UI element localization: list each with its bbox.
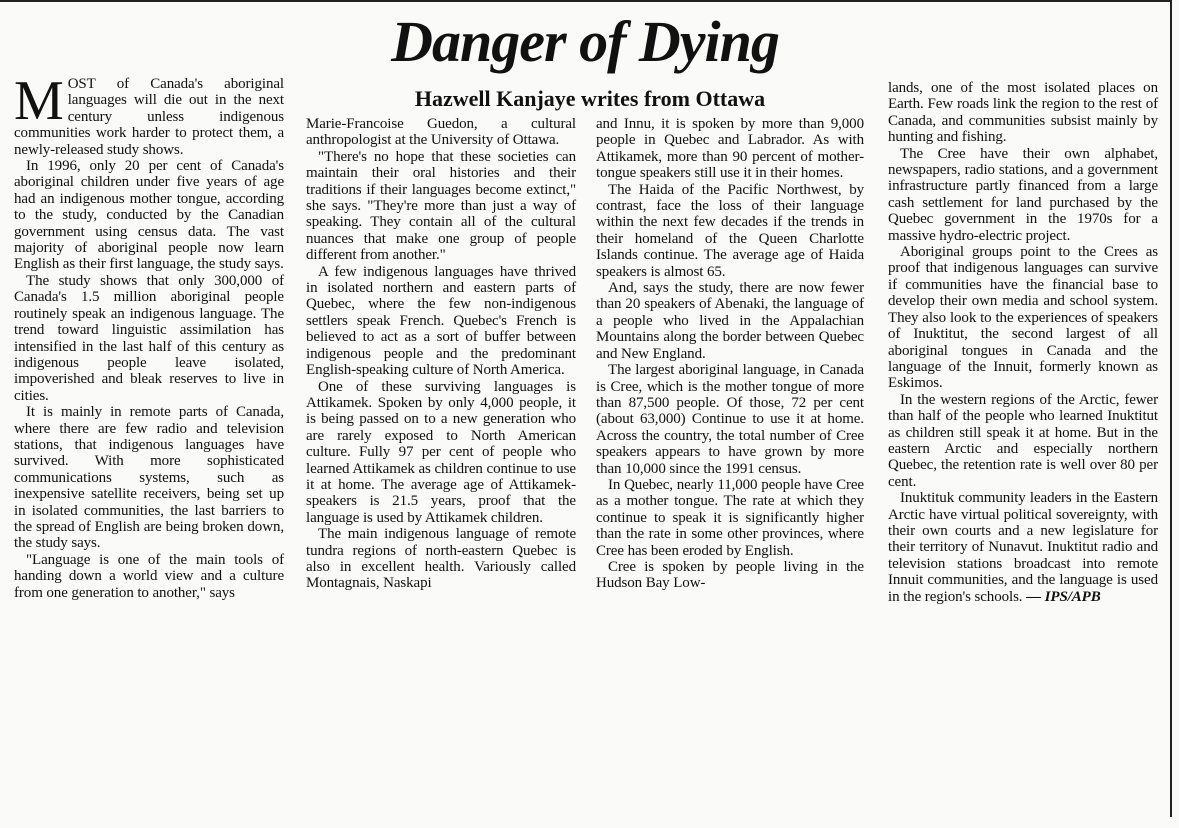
paragraph [14,70,284,158]
paragraph: One of these surviving languages is Attikamek. Spoken by only 4,000 people, it is being passed on to a new generation who are rarely exposed to North American culture. Fully 97 per cent of people who learned Attikamek as children continue to use it at home. The average age of Attikamek-speakers is 21.5 years, proof that the language is used by Attikamek children. [306,378,576,526]
paragraph: Cree is spoken by people living in the Hudson Bay Low- [596,558,864,592]
paragraph: The study shows that only 300,000 of Canada's 1.5 million aboriginal people routinely speak an indigenous language. The trend toward linguistic assimilation has intensified in the last half of this century as indigenous people leave isolated, impoverished and bleak reserves to live in cities. [14,272,284,404]
paragraph: Marie-Francoise Guedon, a cultural anthropologist at the University of Ottawa. [306,116,576,149]
paragraph: In 1996, only 20 per cent of Canada's aboriginal children under five years of age had an indigenous mother tongue, according to the study, conducted by the Canadian government using census data. The vast majority of aboriginal people now learn English as their first language, the study says. [14,158,284,273]
paragraph: The main indigenous language of remote tundra regions of north-eastern Quebec is also in excellent health. Variously called Montagnais, Naskapi [306,526,576,592]
paragraph: The largest aboriginal language, in Canada is Cree, which is the mother tongue of more than 87,500 people. Of those, 72 per cent (about 63,000) Continue to use it at home. Across the country, the total number of Cree speakers appears to have grown by more than 10,000 since the 1991 census. [596,362,864,477]
paragraph: Aboriginal groups point to the Crees as proof that indigenous languages can survive if communities have the financial base to develop their own media and school system. They also look to the experiences of speakers of Inuktitut, the second largest of all aboriginal tongues in Canada and the language of the Innuit, formerly known as Eskimos. [888,244,1158,392]
article-column-4 [888,80,1158,605]
paragraph: and Innu, it is spoken by more than 9,000 people in Quebec and Labrador. As with Attikamek, more than 90 percent of mother-tongue speakers still use it in their homes. [596,116,864,182]
paragraph: A few indigenous languages have thrived in isolated northern and eastern parts of Quebec, where the few non-indigenous settlers speak French. Quebec's French is believed to act as a sort of buffer between indigenous people and the predominant English-speaking culture of North America. [306,263,576,379]
article-column-2 [306,116,576,592]
paragraph: "Language is one of the main tools of handing down a world view and a culture from one generation to another," says [14,551,284,601]
agency-credit: — IPS/APB [1022,588,1101,605]
drop-cap: M [14,70,64,132]
paragraph: And, says the study, there are now fewer than 20 speakers of Abenaki, the language of a people who lived in the Appalachian Mountains along the border between Quebec and New England. [596,280,864,362]
article-column-1 [14,70,284,601]
headline: Danger of Dying [391,9,779,74]
paragraph [888,490,1158,605]
paragraph: The Haida of the Pacific Northwest, by contrast, face the loss of their language within the next few decades if the trends in their homeland of the Queen Charlotte Islands continue. The average age of Haida speakers is almost 65. [596,181,864,280]
paragraph: It is mainly in remote parts of Canada, where there are few radio and television stations, that indigenous languages have survived. With more sophisticated communications systems, such as inexpensive satellite receivers, being set up in isolated communities, the last barriers to the spread of English are being broken down, the study says. [14,404,284,552]
paragraph: In the western regions of the Arctic, fewer than half of the people who learned Inuktitut as children still speak it at home. But in the eastern Arctic and especially northern Quebec, the retention rate is well over 80 per cent. [888,391,1158,490]
byline: Hazwell Kanjaye writes from Ottawa [414,86,766,111]
paragraph: In Quebec, nearly 11,000 people have Cree as a mother tongue. The rate at which they continue to speak it is significantly higher than the rate in some other provinces, where Cree has been eroded by English. [596,476,864,559]
paragraph-text: Inuktituk community leaders in the Eastern Arctic have virtual political sovereignty, with their own courts and a new legislature for their territory of Nunavut. Inuktitut radio and television stations broadcast into remote Innuit communities, and the language is used in the region's schools. [888,490,1158,605]
paragraph-text: OST of Canada's aboriginal languages will die out in the next century unless indigenous communities work harder to protect them, a newly-released study shows. [14,76,284,158]
article-column-3 [596,116,864,592]
paragraph: lands, one of the most isolated places on Earth. Few roads link the region to the rest of Canada, and communities subsist mainly by hunting and fishing. [888,80,1158,146]
paragraph: The Cree have their own alphabet, newspapers, radio stations, and a government infrastructure partly financed from a large cash settlement for land purchased by the Quebec government in the 1970s for a massive hydro-electric project. [888,145,1158,244]
paragraph: "There's no hope that these societies can maintain their oral histories and their traditions if their languages become extinct," she says. "They're more than just a way of speaking. They contain all of the cultural nuances that make one group of people different from another." [306,148,576,264]
